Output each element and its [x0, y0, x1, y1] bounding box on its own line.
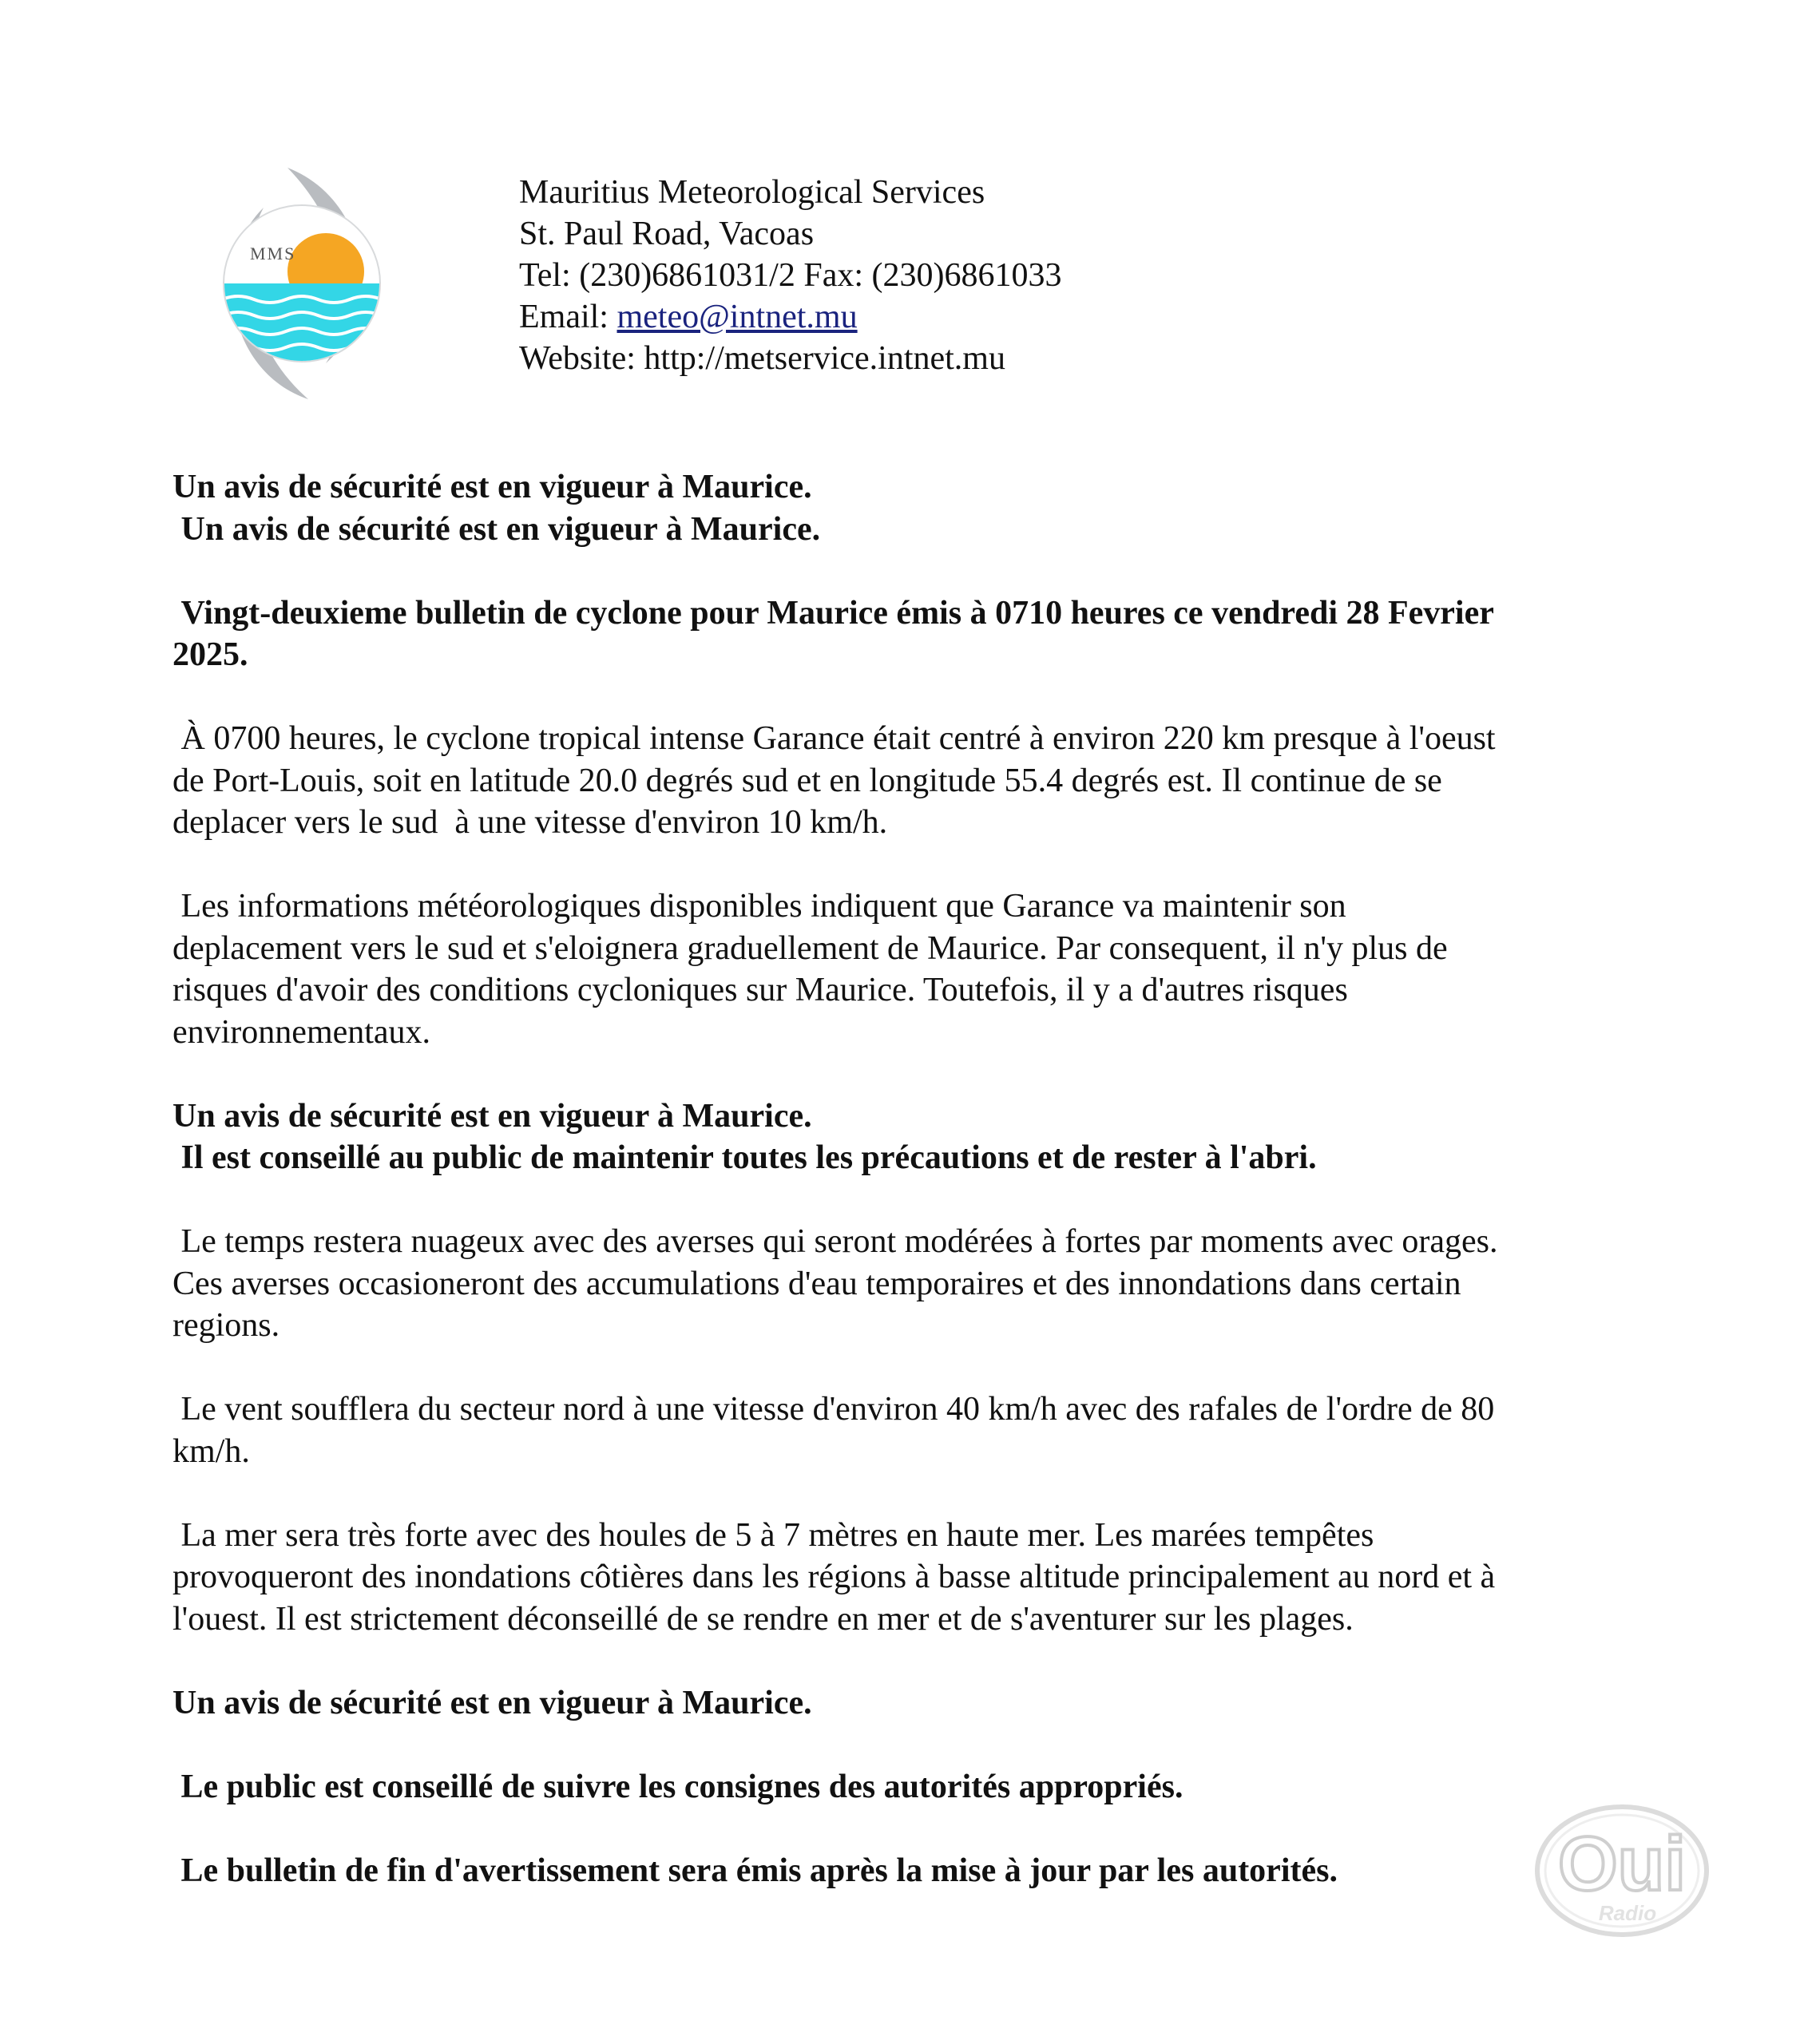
- weather-paragraph: Ces averses occasioneront des accumulations d'eau temporaires et des innondations dans certain: [172, 1265, 1461, 1302]
- safety-notice: Un avis de sécurité est en vigueur à Maurice.: [172, 1097, 812, 1135]
- wind-paragraph: Le vent soufflera du secteur nord à une vitesse d'environ 40 km/h avec des rafales de l'ordre de 80: [172, 1391, 1495, 1428]
- wind-paragraph: km/h.: [172, 1432, 250, 1470]
- end-bulletin-note: Le bulletin de fin d'avertissement sera émis après la mise à jour par les autorités.: [172, 1852, 1338, 1889]
- phone-fax: Tel: (230)6861031/2 Fax: (230)6861033: [519, 257, 1062, 294]
- bulletin-title: 2025.: [172, 636, 248, 673]
- public-advice: Il est conseillé au public de maintenir toutes les précautions et de rester à l'abri.: [172, 1139, 1317, 1176]
- forecast-paragraph: deplacement vers le sud et s'eloignera graduellement de Maurice. Par consequent, il n'y plus de: [172, 929, 1448, 967]
- sea-paragraph: provoqueront des inondations côtières dans les régions à basse altitude principalement au nord et à: [172, 1559, 1496, 1595]
- weather-paragraph: regions.: [172, 1307, 280, 1344]
- bulletin-title: Vingt-deuxieme bulletin de cyclone pour Maurice émis à 0710 heures ce vendredi 28 Fevrier: [172, 594, 1494, 632]
- email-link[interactable]: meteo@intnet.mu: [617, 299, 858, 335]
- logo-text: MMS: [250, 244, 296, 263]
- sea-paragraph: La mer sera très forte avec des houles de 5 à 7 mètres en haute mer. Les marées tempêtes: [172, 1516, 1374, 1554]
- sea-paragraph: l'ouest. Il est strictement déconseillé de se rendre en mer et de s'aventurer sur les plages.: [172, 1600, 1354, 1638]
- header-contact-block: [519, 172, 1062, 379]
- website: Website: http://metservice.intnet.mu: [519, 340, 1005, 377]
- forecast-paragraph: Les informations météorologiques disponibles indiquent que Garance va maintenir son: [172, 888, 1346, 925]
- watermark-sub: Radio: [1598, 1901, 1657, 1925]
- weather-paragraph: Le temps restera nuageux avec des averses qui seront modérées à fortes par moments avec orages.: [172, 1223, 1498, 1260]
- forecast-paragraph: risques d'avoir des conditions cycloniques sur Maurice. Toutefois, il y a d'autres risques: [172, 972, 1348, 1008]
- email-line: [519, 296, 1062, 338]
- oui-radio-watermark: [1532, 1800, 1715, 1940]
- cyclone-position-paragraph: deplacer vers le sud à une vitesse d'environ 10 km/h.: [172, 804, 888, 841]
- authorities-advice: Le public est conseillé de suivre les consignes des autorités appropriés.: [172, 1768, 1184, 1805]
- forecast-paragraph: environnementaux.: [172, 1013, 431, 1051]
- watermark-brand: Oui: [1558, 1821, 1686, 1907]
- bulletin-body: [172, 466, 1618, 1891]
- cyclone-position-paragraph: À 0700 heures, le cyclone tropical intense Garance était centré à environ 220 km presque à l'oeust: [172, 720, 1496, 757]
- org-name: Mauritius Meteorological Services: [519, 174, 985, 211]
- email-label: Email:: [519, 299, 617, 335]
- address: St. Paul Road, Vacoas: [519, 216, 815, 252]
- mms-logo: [206, 164, 398, 403]
- safety-notice: Un avis de sécurité est en vigueur à Maurice.: [172, 510, 821, 548]
- safety-notice: Un avis de sécurité est en vigueur à Maurice.: [172, 469, 812, 505]
- safety-notice: Un avis de sécurité est en vigueur à Maurice.: [172, 1684, 812, 1721]
- cyclone-position-paragraph: de Port-Louis, soit en latitude 20.0 degrés sud et en longitude 55.4 degrés est. Il continue de se: [172, 762, 1442, 799]
